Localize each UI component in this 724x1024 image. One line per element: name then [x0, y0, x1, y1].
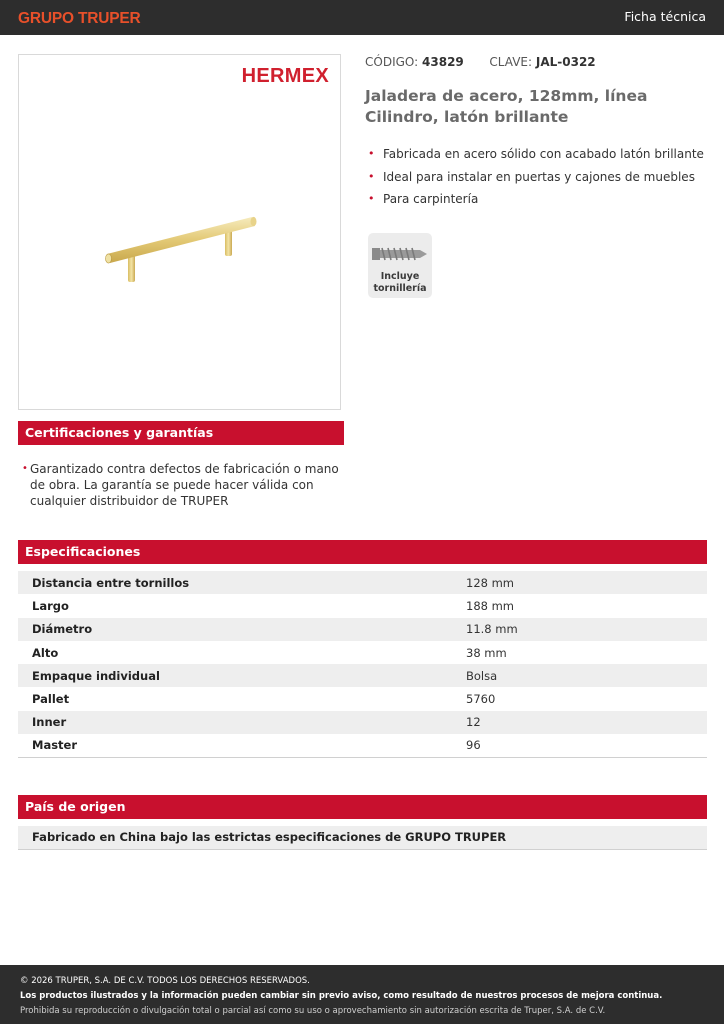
- legal-text: Prohibida su reproducción o divulgación total o parcial así como su uso o aprovechamiento sin autorización escrita de Truper, S.A. de C.V.: [20, 1006, 606, 1016]
- document-type-label: Ficha técnica: [624, 9, 706, 24]
- table-row: [18, 618, 707, 641]
- spec-value: 128 mm: [466, 571, 707, 594]
- badge-label: Incluye tornillería: [373, 271, 427, 294]
- feature-item: • Fabricada en acero sólido con acabado latón brillante: [368, 147, 704, 161]
- spec-label: Master: [18, 734, 466, 757]
- bullet-icon: •: [368, 192, 375, 205]
- spec-label: Inner: [18, 711, 466, 734]
- spec-value: 38 mm: [466, 645, 507, 660]
- includes-screws-badge: [368, 233, 432, 298]
- spec-label: Largo: [32, 598, 69, 613]
- spec-label: Distancia entre tornillos: [18, 571, 466, 594]
- screw-icon: [372, 243, 428, 265]
- brand-logo: GRUPO TRUPER: [18, 10, 141, 27]
- spec-value: 96: [466, 734, 707, 757]
- table-row: [18, 641, 707, 664]
- spec-label: Pallet: [32, 692, 70, 707]
- spec-label: Alto: [32, 645, 59, 660]
- feature-list: [365, 145, 704, 213]
- warranty-text: • Garantizado contra defectos de fabricación o mano de obra. La garantía se puede hacer válida con cualquier distribuidor de TRUPER: [22, 462, 339, 508]
- spec-value: Bolsa: [466, 664, 707, 687]
- footer: [0, 965, 724, 1024]
- product-code: 43829: [422, 55, 464, 69]
- bullet-icon: •: [22, 463, 28, 474]
- origin-header: País de origen: [18, 795, 707, 819]
- code-label: CÓDIGO:: [365, 55, 419, 69]
- spec-value: 12: [466, 711, 707, 734]
- origin-text: Fabricado en China bajo las estrictas especificaciones de GRUPO TRUPER: [18, 826, 707, 850]
- bullet-icon: •: [368, 169, 375, 183]
- table-row: [18, 734, 707, 757]
- disclaimer-text: Los productos ilustrados y la información pueden cambiar sin previo aviso, como resultado de nuestros procesos de mejora continua.: [20, 991, 663, 1001]
- spec-label: Empaque individual: [18, 664, 466, 687]
- specifications-table: [18, 571, 707, 758]
- feature-item: • Para carpintería: [368, 192, 479, 206]
- specifications-header: Especificaciones: [18, 540, 707, 564]
- table-row: [18, 711, 707, 734]
- copyright-text: © 2026 TRUPER, S.A. DE C.V. TODOS LOS DERECHOS RESERVADOS.: [20, 976, 310, 986]
- table-row: [18, 664, 707, 687]
- spec-value: 11.8 mm: [466, 618, 707, 641]
- product-key: JAL-0322: [535, 55, 596, 69]
- table-row: [18, 687, 707, 710]
- table-row: [18, 594, 707, 617]
- spec-value: 188 mm: [466, 598, 515, 613]
- product-codes: [365, 55, 596, 69]
- product-title: Jaladera de acero, 128mm, línea Cilindro, latón brillante: [365, 87, 648, 126]
- table-row: [18, 571, 707, 594]
- drawer-pull-image: [99, 205, 264, 295]
- product-image-box: [18, 54, 341, 410]
- bullet-icon: •: [368, 147, 375, 160]
- header-bar: [0, 0, 724, 35]
- certifications-header: Certificaciones y garantías: [18, 421, 344, 445]
- spec-value: 5760: [466, 692, 496, 707]
- key-label: CLAVE:: [489, 55, 533, 69]
- spec-label: Diámetro: [18, 618, 466, 641]
- feature-item: • Ideal para instalar en puertas y cajones de muebles: [368, 169, 695, 184]
- hermex-logo: HERMEX: [241, 65, 329, 87]
